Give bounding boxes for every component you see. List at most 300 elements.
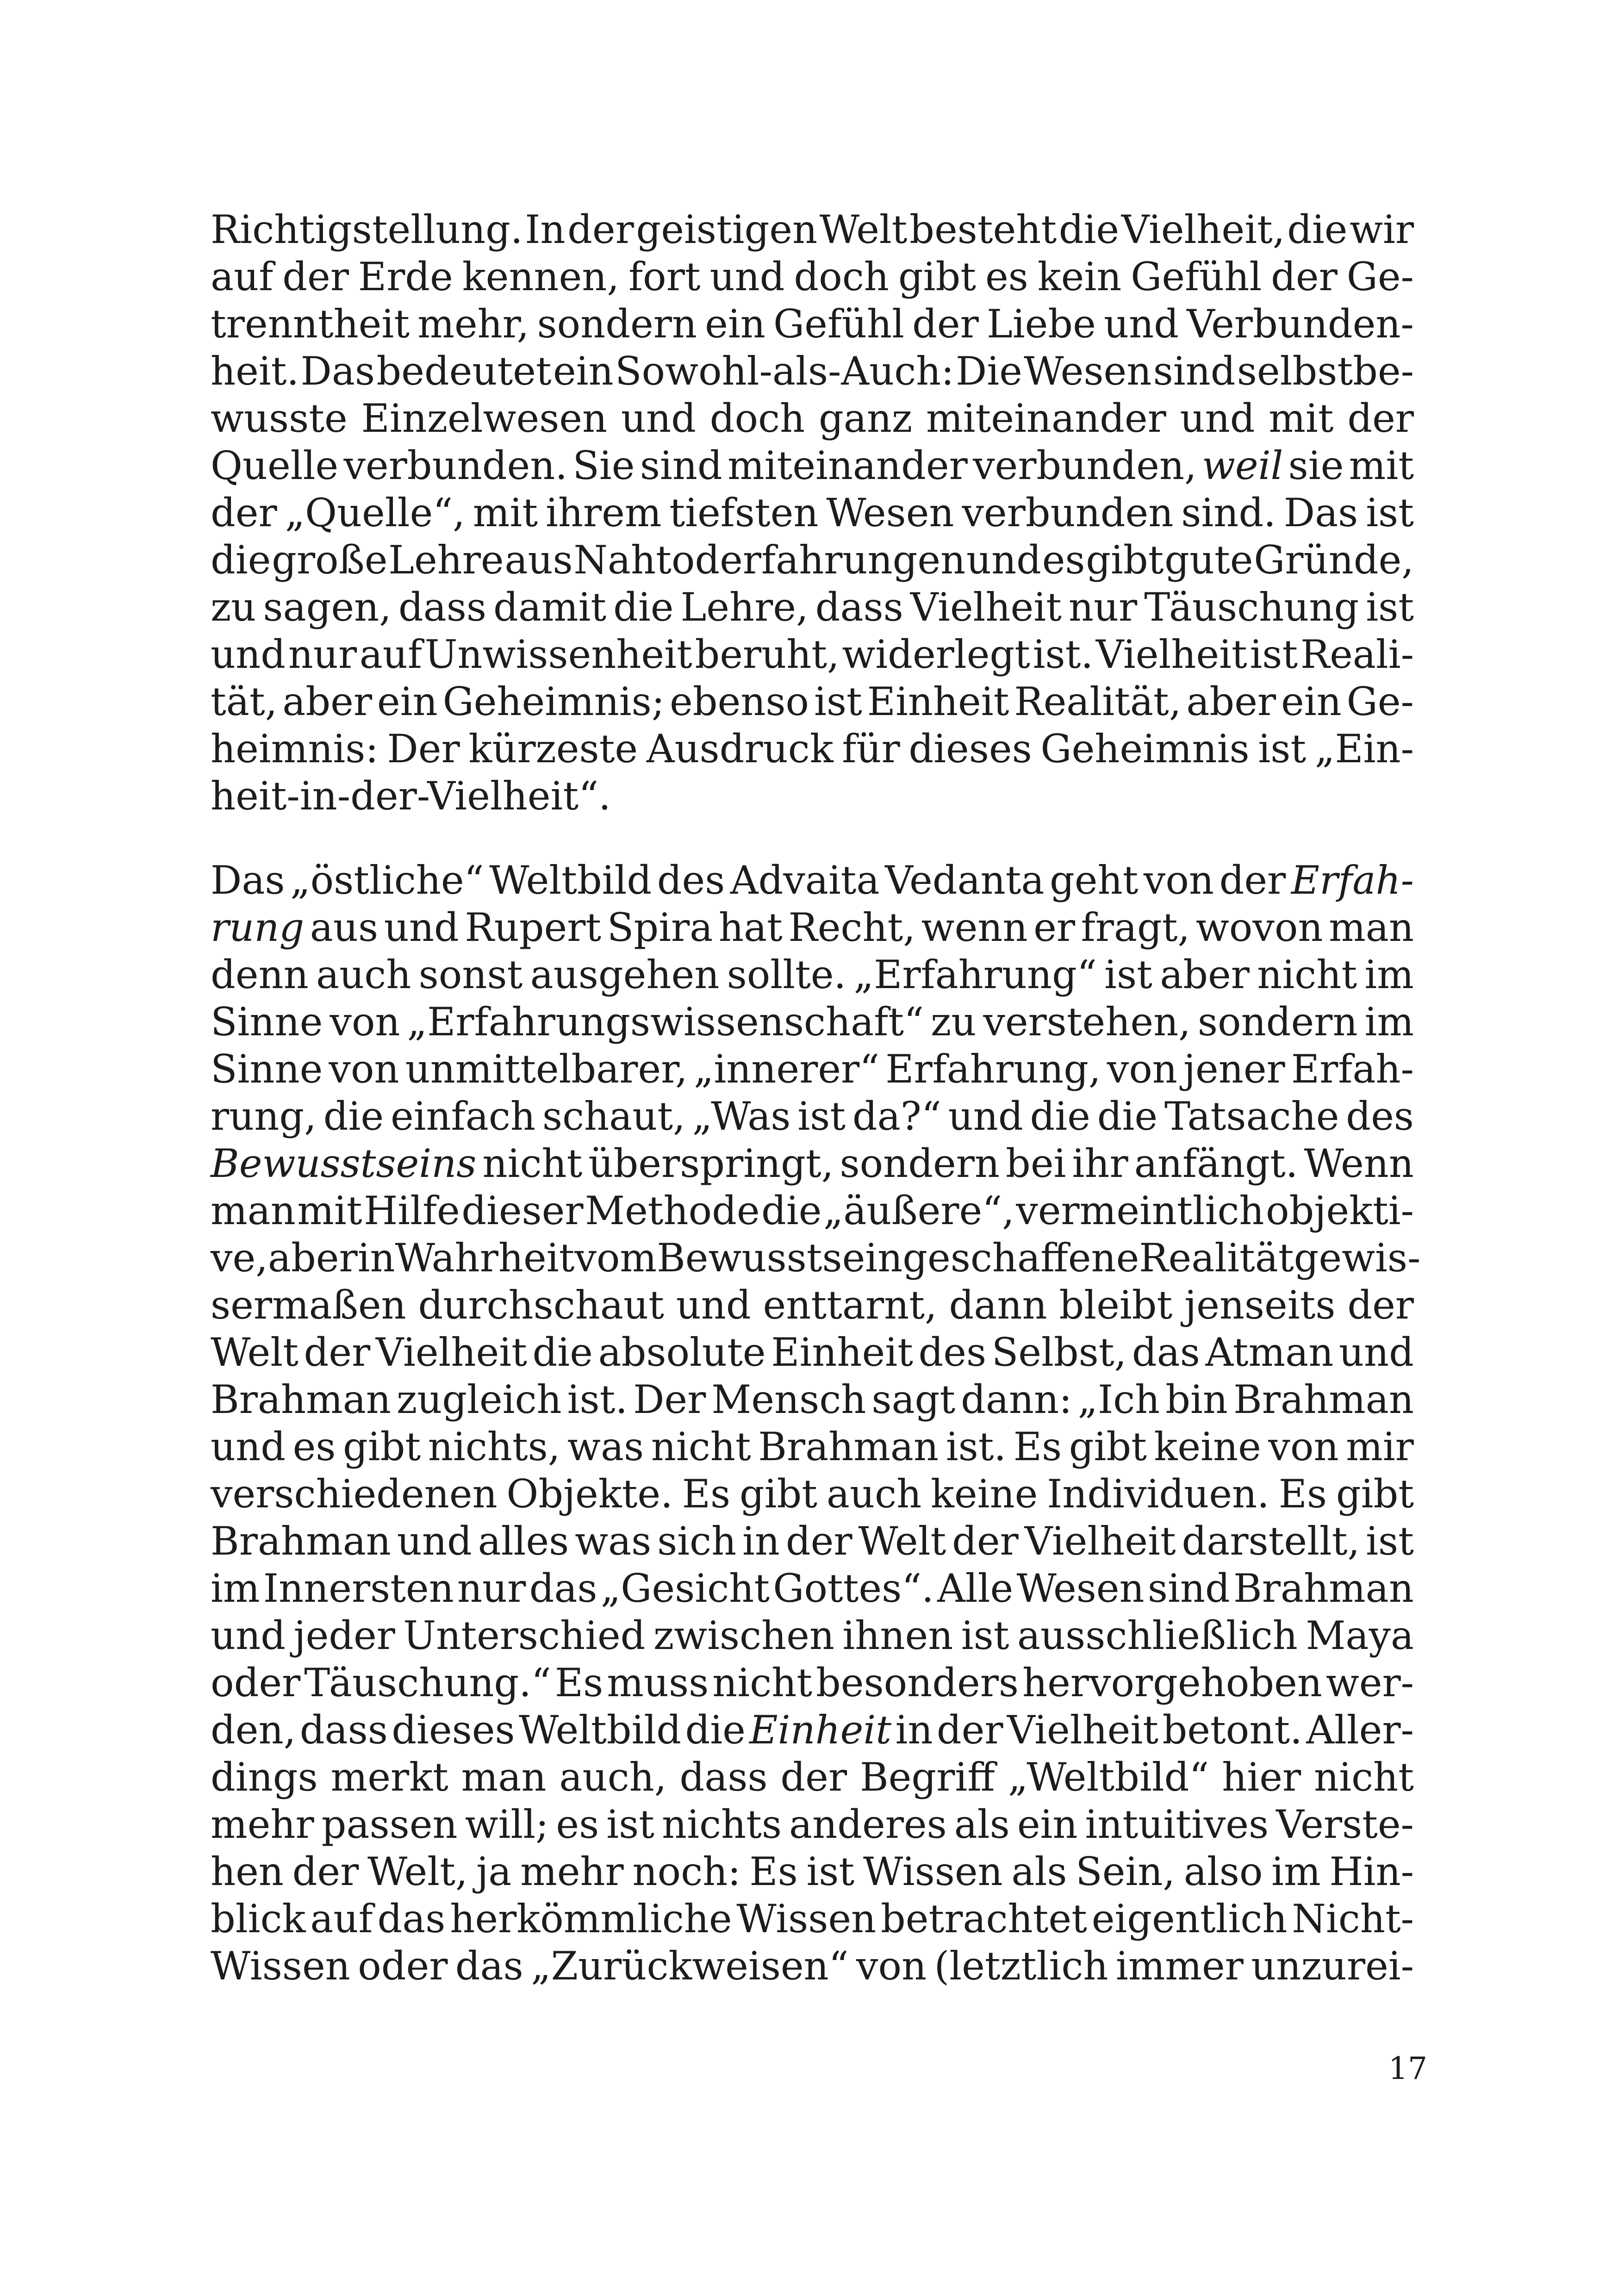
word: und xyxy=(709,254,785,299)
word: einfach xyxy=(390,1094,535,1139)
word: und xyxy=(211,1424,286,1469)
word: nichts, xyxy=(428,1424,560,1469)
word: heimnis: xyxy=(211,726,379,772)
word: ebenso xyxy=(670,679,809,724)
word: alles xyxy=(478,1518,569,1564)
word: Der xyxy=(633,1377,706,1422)
word: tät, xyxy=(211,679,278,724)
word: miteinander xyxy=(926,396,1166,441)
word: ist xyxy=(606,1802,654,1847)
word: selbstbe- xyxy=(1237,348,1414,394)
word: Liebe xyxy=(986,301,1096,347)
word: zwischen xyxy=(653,1613,834,1658)
word: geschaffene xyxy=(902,1235,1139,1281)
word: gibt xyxy=(1336,1471,1414,1517)
word: Tatsache xyxy=(1164,1094,1339,1139)
word: immer xyxy=(1115,1943,1244,1989)
word: Welt xyxy=(858,1518,946,1564)
word: dieser xyxy=(461,1188,584,1233)
word: Brahman xyxy=(758,1424,939,1469)
word: im xyxy=(211,1566,260,1611)
word: Bewusstsein xyxy=(657,1235,903,1281)
word: die xyxy=(1030,1094,1090,1139)
word: Sein, xyxy=(1076,1849,1176,1894)
word: Einheit xyxy=(867,679,1009,724)
word: hat xyxy=(718,905,783,950)
word: In xyxy=(525,207,566,252)
word: sich xyxy=(657,1518,737,1564)
word: (letztlich xyxy=(934,1943,1108,1989)
word: Aller- xyxy=(1306,1707,1414,1753)
word: besonders xyxy=(816,1660,1019,1705)
text-line xyxy=(211,1234,1421,1282)
word: ist xyxy=(814,679,862,724)
text-line xyxy=(211,1942,1414,1990)
word: Täuschung xyxy=(1144,585,1359,630)
word: blick xyxy=(211,1896,306,1941)
word: objekti- xyxy=(1265,1188,1414,1233)
word: er xyxy=(1033,905,1076,950)
word: mit xyxy=(473,490,538,535)
text-line xyxy=(211,1801,1414,1848)
word: der xyxy=(912,301,979,347)
word: ihrem xyxy=(545,490,662,535)
word: „Ich xyxy=(1077,1377,1160,1422)
word: der xyxy=(936,1707,1003,1753)
word: aus xyxy=(310,905,379,950)
emphasized-word: rung xyxy=(211,905,305,950)
word: ausgehen xyxy=(530,952,720,997)
word: ausschließlich xyxy=(1017,1613,1298,1658)
word: anderes xyxy=(789,1802,947,1847)
word: Realität xyxy=(1139,1235,1294,1281)
word: von xyxy=(330,999,400,1045)
word: „äußere“, xyxy=(823,1188,1014,1233)
word: betont. xyxy=(1162,1707,1302,1753)
word: Ausdruck xyxy=(646,726,834,772)
word: oder xyxy=(358,1943,448,1989)
word: heit. xyxy=(211,348,299,394)
word: aber xyxy=(1186,679,1276,724)
word: Mensch xyxy=(711,1377,866,1422)
word: herkömmliche xyxy=(450,1896,732,1941)
word: und xyxy=(1338,1330,1414,1375)
word: beruht, xyxy=(695,632,840,677)
word: dieses xyxy=(909,726,1032,772)
word: miteinander xyxy=(727,443,968,488)
word: Methode xyxy=(585,1188,760,1233)
word: das xyxy=(529,1566,597,1611)
word: ganz xyxy=(818,396,913,441)
word: muss xyxy=(607,1660,709,1705)
word: aber xyxy=(268,1235,358,1281)
word: bedeutet xyxy=(376,348,552,394)
word: verstehen, xyxy=(983,999,1191,1045)
word: dings xyxy=(211,1755,318,1800)
word: das xyxy=(455,1943,523,1989)
text-line xyxy=(211,1423,1414,1470)
text-line xyxy=(211,206,1414,253)
word: ein xyxy=(1281,679,1342,724)
paragraph xyxy=(211,206,1414,820)
word: Innersten xyxy=(263,1566,454,1611)
word: jener xyxy=(1183,1046,1285,1092)
word: tiefsten xyxy=(669,490,819,535)
word: sonst xyxy=(418,952,523,997)
word: denn xyxy=(211,952,309,997)
text-line xyxy=(211,1045,1414,1093)
word: Sinne xyxy=(211,1046,323,1092)
word: Welt xyxy=(819,207,908,252)
word: jeder xyxy=(293,1613,395,1658)
word: die xyxy=(685,1707,746,1753)
word: nichts xyxy=(662,1802,782,1847)
word: Vielheit xyxy=(375,1330,527,1375)
text-line xyxy=(211,300,1414,348)
word: gibt xyxy=(343,1424,421,1469)
text-line xyxy=(211,1518,1414,1565)
word: ist xyxy=(1258,726,1307,772)
word: hervorgehoben xyxy=(1022,1660,1322,1705)
word: Es xyxy=(1278,1471,1327,1517)
text-line xyxy=(211,584,1414,631)
word: „Weltbild“ xyxy=(1008,1755,1209,1800)
word: durchschaut xyxy=(418,1282,664,1328)
word: unzurei- xyxy=(1251,1943,1414,1989)
word: und xyxy=(966,537,1041,583)
word: Alle xyxy=(937,1566,1014,1611)
word: da?“ xyxy=(852,1094,941,1139)
emphasized-word: Erfah- xyxy=(1291,858,1414,903)
word: doch xyxy=(794,254,889,299)
word: Vielheit xyxy=(1024,1518,1176,1564)
word: ein xyxy=(1017,1802,1078,1847)
word: nicht xyxy=(482,1141,583,1186)
word: von xyxy=(329,1046,399,1092)
word: Unterschied xyxy=(403,1613,646,1658)
word: hier xyxy=(1222,1755,1301,1800)
word: „Zurückweisen“ xyxy=(531,1943,849,1989)
word: es xyxy=(556,1802,599,1847)
word: Realität, xyxy=(1014,679,1182,724)
word: „Ein- xyxy=(1314,726,1414,772)
word: was xyxy=(567,1424,644,1469)
word: und xyxy=(397,1518,472,1564)
word: die xyxy=(761,1188,822,1233)
word: in xyxy=(742,1518,780,1564)
word: als xyxy=(954,1802,1010,1847)
word: Erde xyxy=(358,254,453,299)
word: sagt xyxy=(871,1377,956,1422)
word: die xyxy=(613,585,674,630)
word: kennen, xyxy=(462,254,620,299)
word: Wesen xyxy=(1024,348,1152,394)
word: nur xyxy=(288,632,357,677)
word: damit xyxy=(493,585,607,630)
text-line xyxy=(211,1706,1414,1754)
word: ist xyxy=(1366,1518,1414,1564)
word: passen xyxy=(321,1802,458,1847)
word: zugleich xyxy=(396,1377,562,1422)
word: Brahman xyxy=(1233,1377,1414,1422)
word: von xyxy=(1107,1046,1177,1092)
word: widerlegt xyxy=(842,632,1030,677)
word: Gottes“. xyxy=(773,1566,934,1611)
word: und xyxy=(676,1282,751,1328)
text-line xyxy=(211,253,1414,300)
word: und xyxy=(211,1613,286,1658)
word: von xyxy=(1268,1424,1339,1469)
word: nicht xyxy=(712,1660,813,1705)
word: Objekte. xyxy=(506,1471,673,1517)
text-line xyxy=(211,395,1414,442)
word: Verste- xyxy=(1276,1802,1414,1847)
word: Welt, xyxy=(367,1849,468,1894)
word: die xyxy=(1097,1094,1158,1139)
word: verbunden. xyxy=(343,443,568,488)
word: nur xyxy=(457,1566,526,1611)
word: und xyxy=(384,905,459,950)
word: ist. xyxy=(946,1424,1007,1469)
word: heit-in-der-Vielheit“. xyxy=(211,773,611,819)
word: das xyxy=(377,1896,446,1941)
word: enttarnt, xyxy=(763,1282,937,1328)
text-line xyxy=(211,1187,1414,1234)
word: ein xyxy=(705,301,765,347)
word: Rupert xyxy=(465,905,602,950)
word: ist xyxy=(1366,490,1414,535)
word: dass xyxy=(679,1755,768,1800)
word: dann: xyxy=(961,1377,1072,1422)
word: Erfah- xyxy=(1291,1046,1414,1092)
word: Es xyxy=(554,1660,604,1705)
paragraph xyxy=(211,857,1421,1990)
text-line xyxy=(211,1140,1414,1187)
text-line xyxy=(211,631,1414,678)
word: ist xyxy=(1250,632,1298,677)
word: Ge- xyxy=(1346,679,1414,724)
word: Einzelwesen xyxy=(361,396,608,441)
text-line xyxy=(211,348,1414,395)
word: intuitives xyxy=(1085,1802,1269,1847)
word: Wissen xyxy=(211,1943,350,1989)
word: ist xyxy=(1104,952,1152,997)
word: der xyxy=(282,254,349,299)
word: mit xyxy=(1269,396,1334,441)
word: ist xyxy=(961,1613,1009,1658)
word: auf xyxy=(359,632,422,677)
word: der xyxy=(211,490,277,535)
emphasized-word: Einheit xyxy=(749,1707,892,1753)
word: Wissen xyxy=(863,1849,1003,1894)
word: Selbst, xyxy=(991,1330,1127,1375)
word: Vielheit xyxy=(910,585,1062,630)
word: Lehre, xyxy=(680,585,809,630)
word: Hin- xyxy=(1329,1849,1414,1894)
word: und xyxy=(1180,396,1255,441)
word: also xyxy=(1183,1849,1263,1894)
word: dann xyxy=(949,1282,1047,1328)
word: sind xyxy=(640,443,722,488)
word: von xyxy=(1143,858,1214,903)
word: Wenn xyxy=(1304,1141,1414,1186)
word: aber xyxy=(1160,952,1250,997)
word: wovon xyxy=(1195,905,1323,950)
word: nicht xyxy=(1257,952,1357,997)
word: Der xyxy=(387,726,460,772)
word: es xyxy=(985,254,1028,299)
word: sollte. xyxy=(727,952,846,997)
text-line xyxy=(211,725,1414,772)
word: ist. xyxy=(567,1377,628,1422)
word: sondern xyxy=(840,1141,1000,1186)
word: Brahman xyxy=(1233,1566,1414,1611)
word: die xyxy=(1287,207,1348,252)
word: kürzeste xyxy=(468,726,638,772)
word: ist xyxy=(1366,585,1414,630)
word: was xyxy=(575,1518,652,1564)
text-line xyxy=(211,1093,1414,1140)
word: „östliche“ xyxy=(290,858,484,903)
word: die xyxy=(323,1094,384,1139)
word: Sinne xyxy=(211,999,323,1045)
word: Advaita xyxy=(730,858,880,903)
word: Sowohl-als-Auch: xyxy=(615,348,954,394)
word: dieses xyxy=(392,1707,515,1753)
word: absolute xyxy=(598,1330,766,1375)
word: ve, xyxy=(211,1235,268,1281)
word: Wesen xyxy=(1016,1566,1145,1611)
word: ja xyxy=(476,1849,512,1894)
word: sagen, xyxy=(263,585,392,630)
text-line xyxy=(211,772,1414,820)
word: fragt, xyxy=(1081,905,1190,950)
word: gibt xyxy=(1086,537,1164,583)
text-line xyxy=(211,489,1414,536)
word: der xyxy=(952,1518,1019,1564)
word: aus xyxy=(504,537,573,583)
word: Verbunden- xyxy=(1187,301,1414,347)
text-line xyxy=(211,904,1414,951)
text-line xyxy=(211,1754,1414,1801)
word: wir xyxy=(1350,207,1414,252)
word: Gründe, xyxy=(1254,537,1414,583)
word: sondern xyxy=(537,301,697,347)
word: Vielheit, xyxy=(1121,207,1285,252)
word: der xyxy=(780,1755,847,1800)
word: Das xyxy=(1283,490,1358,535)
word: Maya xyxy=(1306,1613,1414,1658)
word: rung, xyxy=(211,1094,317,1139)
word: bei xyxy=(1006,1141,1066,1186)
word: es xyxy=(1042,537,1085,583)
word: gewis- xyxy=(1294,1235,1421,1281)
word: das xyxy=(1132,1330,1200,1375)
text-line xyxy=(211,1659,1414,1706)
word: vermeintlich xyxy=(1016,1188,1264,1233)
word: ihnen xyxy=(842,1613,953,1658)
word: Das xyxy=(211,858,285,903)
word: als xyxy=(1011,1849,1067,1894)
word: die xyxy=(211,537,271,583)
word: es xyxy=(292,1424,336,1469)
word: sind. xyxy=(1181,490,1276,535)
word: merkt xyxy=(330,1755,448,1800)
word: dass xyxy=(815,585,903,630)
word: Sie xyxy=(573,443,635,488)
text-line xyxy=(211,1565,1414,1612)
word: der xyxy=(567,207,634,252)
word: und xyxy=(948,1094,1023,1139)
word: ein xyxy=(377,679,438,724)
word: Vedanta xyxy=(885,858,1045,903)
page-number: 17 xyxy=(1388,2051,1427,2086)
word: auch, xyxy=(559,1755,667,1800)
word: ist xyxy=(806,1849,855,1894)
word: Reali- xyxy=(1300,632,1414,677)
word: gibt xyxy=(898,254,977,299)
word: und xyxy=(211,632,286,677)
word: darstellt, xyxy=(1182,1518,1360,1564)
word: des xyxy=(657,858,725,903)
word: mir xyxy=(1346,1424,1414,1469)
word: auch xyxy=(826,1471,922,1517)
word: auf xyxy=(310,1896,373,1941)
word: Recht, xyxy=(788,905,916,950)
word: gibt xyxy=(739,1471,818,1517)
text-line xyxy=(211,1612,1414,1659)
word: sie xyxy=(1288,443,1344,488)
word: dass xyxy=(299,1707,388,1753)
word: in xyxy=(895,1707,933,1753)
word: Quelle xyxy=(211,443,339,488)
word: bin xyxy=(1165,1377,1228,1422)
word: für xyxy=(842,726,900,772)
word: Spira xyxy=(607,905,713,950)
word: Gefühl xyxy=(773,301,904,347)
word: „Quelle“, xyxy=(285,490,465,535)
word: keine xyxy=(931,1471,1038,1517)
word: Nahtoderfahrungen xyxy=(573,537,966,583)
word: auch xyxy=(316,952,411,997)
emphasized-word: Bewusstseins xyxy=(211,1141,477,1186)
word: ihr xyxy=(1072,1141,1128,1186)
word: keine xyxy=(1154,1424,1261,1469)
word: verbunden xyxy=(962,490,1174,535)
text-line xyxy=(211,678,1414,725)
word: geistigen xyxy=(636,207,818,252)
word: nicht xyxy=(1314,1755,1414,1800)
word: Nicht- xyxy=(1292,1896,1414,1941)
text-line xyxy=(211,1329,1414,1376)
text-line xyxy=(211,536,1414,584)
word: des xyxy=(1346,1094,1414,1139)
word: geht xyxy=(1050,858,1139,903)
word: den, xyxy=(211,1707,296,1753)
word: Weltbild xyxy=(489,858,652,903)
word: Geheimnis; xyxy=(442,679,665,724)
word: „Erfahrungswissenschaft“ xyxy=(407,999,924,1045)
word: Es xyxy=(1013,1424,1062,1469)
word: Wissen xyxy=(736,1896,877,1941)
word: verbunden, xyxy=(973,443,1197,488)
word: sind xyxy=(1147,1566,1230,1611)
word: der xyxy=(1347,1282,1414,1328)
word: Begriff xyxy=(859,1755,995,1800)
word: trenntheit xyxy=(211,301,410,347)
word: im xyxy=(1271,1849,1321,1894)
word: mehr xyxy=(520,1849,624,1894)
